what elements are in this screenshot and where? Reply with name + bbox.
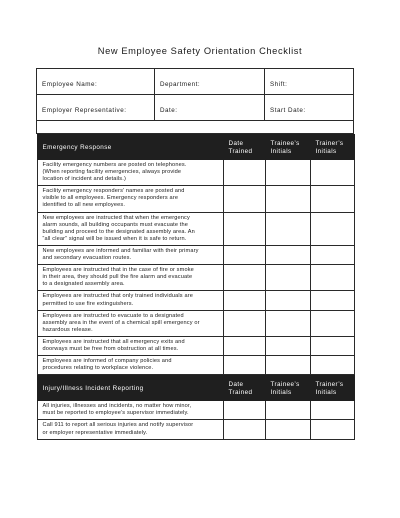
- checklist-item-text: [37, 336, 223, 355]
- checklist-item-row: [37, 186, 354, 212]
- section-title: Emergency Response: [37, 135, 223, 160]
- trainee-initials-cell[interactable]: [265, 186, 310, 212]
- item-text-line: in their area, they should pull the fire alarm and evacuate: [42, 274, 193, 281]
- item-text-line: must be reported to employee’s supervisor immediately.: [42, 410, 189, 417]
- item-text-line: permitted to use fire extinguishers.: [42, 300, 134, 307]
- employee-name-label: Employee Name:: [42, 81, 98, 88]
- trainee-initials-cell[interactable]: [265, 356, 310, 375]
- trainee-initials-cell[interactable]: [265, 291, 310, 310]
- checklist-item-text: [37, 186, 223, 212]
- item-text-line: identified to all new employees.: [42, 202, 126, 209]
- checklist-item-row: [37, 336, 354, 355]
- date-label: Date:: [160, 107, 178, 114]
- item-text-line: New employees are instructed that when the emergency: [42, 214, 190, 221]
- item-text-line: Facility emergency responders’ names are posted and: [42, 188, 185, 195]
- checklist-item-text: [37, 291, 223, 310]
- date-trained-cell[interactable]: [223, 160, 265, 186]
- column-header-line: Date: [228, 140, 244, 147]
- section-header-row: [37, 375, 354, 439]
- employer-representative-field[interactable]: [37, 95, 155, 121]
- date-trained-cell[interactable]: [223, 356, 265, 375]
- trainer-initials-cell[interactable]: [310, 212, 354, 245]
- trainee-initials-cell[interactable]: [265, 336, 310, 355]
- item-text-line: Facility emergency numbers are posted on telephones.: [42, 162, 187, 168]
- checklist-item-row: [37, 245, 354, 264]
- item-text-line: procedures relating to workplace violence.: [42, 365, 154, 372]
- checklist-item-row: [37, 310, 354, 336]
- section-header: [37, 375, 354, 439]
- checklist-item-text: [37, 212, 223, 245]
- item-text-line: Employees are instructed that in the case of fire or smoke: [42, 267, 194, 274]
- trainer-initials-cell[interactable]: [310, 401, 354, 420]
- checklist-item-text: [37, 160, 223, 186]
- item-text-line: Call 911 to report all serious injuries and notify supervisor: [42, 422, 194, 429]
- column-header-line: Initials: [270, 389, 292, 397]
- checklist-table: [36, 68, 354, 440]
- spacer-cell: [37, 121, 354, 134]
- checklist-item-text: [37, 265, 223, 291]
- item-text-line: New employees are informed and familiar with their primary: [42, 247, 199, 254]
- date-trained-cell[interactable]: [223, 420, 265, 439]
- employee-name-field[interactable]: [37, 69, 155, 95]
- checklist-item-text: [37, 310, 223, 336]
- column-header-line: Trainer’s: [315, 381, 344, 389]
- info-row-1: [37, 69, 354, 95]
- department-field[interactable]: [155, 69, 265, 95]
- date-trained-cell[interactable]: [223, 245, 265, 264]
- trainer-initials-cell[interactable]: [310, 186, 354, 212]
- item-text-line: alarm sounds, all building occupants must evacuate the: [42, 221, 189, 228]
- section-heading-row: [37, 135, 354, 160]
- checklist-item-row: [37, 401, 354, 420]
- item-text-line: location of incident and details.): [42, 176, 126, 183]
- info-row-2: [37, 95, 354, 121]
- document-title: New Employee Safety Orientation Checklist: [97, 46, 303, 56]
- section-table: [37, 134, 355, 375]
- item-text-line: Employees are instructed that only trained individuals are: [42, 293, 193, 300]
- item-text-line: (When reporting facility emergencies, always provide: [42, 169, 182, 176]
- section-header-row: [37, 134, 354, 376]
- date-trained-header: [223, 376, 265, 401]
- date-trained-cell[interactable]: [223, 310, 265, 336]
- trainee-initials-cell[interactable]: [265, 310, 310, 336]
- trainer-initials-cell[interactable]: [310, 245, 354, 264]
- item-text-line: doorways must be free from obstruction at all times.: [42, 345, 179, 352]
- trainee-initials-cell[interactable]: [265, 265, 310, 291]
- column-header-line: Trainee’s: [270, 140, 300, 147]
- trainer-initials-cell[interactable]: [310, 356, 354, 375]
- column-header-line: Trainer’s: [315, 140, 344, 147]
- column-header-line: Initials: [270, 148, 292, 155]
- spacer-row: [37, 121, 354, 134]
- section-title: Injury/Illness Incident Reporting: [37, 376, 223, 401]
- start-date-field[interactable]: [265, 95, 354, 121]
- checklist-item-text: [37, 356, 223, 375]
- date-trained-header: [223, 135, 265, 160]
- trainer-initials-cell[interactable]: [310, 310, 354, 336]
- trainee-initials-cell[interactable]: [265, 401, 310, 420]
- trainee-initials-cell[interactable]: [265, 160, 310, 186]
- shift-label: Shift:: [270, 81, 288, 88]
- checklist-item-row: [37, 265, 354, 291]
- section-table: [37, 375, 355, 439]
- item-text-line: and secondary evacuation routes.: [42, 255, 132, 262]
- trainer-initials-header: [310, 135, 354, 160]
- trainee-initials-cell[interactable]: [265, 212, 310, 245]
- date-field[interactable]: [155, 95, 265, 121]
- column-header-line: Initials: [315, 389, 337, 397]
- trainee-initials-header: [265, 135, 310, 160]
- section-header: [37, 134, 354, 376]
- column-header-line: Date: [228, 381, 244, 389]
- checklist-item-row: [37, 160, 354, 186]
- trainee-initials-header: [265, 376, 310, 401]
- item-text-line: Employees are instructed to evacuate to a designated: [42, 312, 184, 319]
- item-text-line: assembly area in the event of a chemical spill emergency or: [42, 319, 200, 326]
- employer-representative-label: Employer Representative:: [42, 107, 127, 114]
- section-heading-row: [37, 376, 354, 401]
- date-trained-cell[interactable]: [223, 265, 265, 291]
- checklist-item-row: [37, 212, 354, 245]
- department-label: Department:: [160, 81, 201, 88]
- item-text-line: Employees are instructed that all emergency exits and: [42, 338, 185, 345]
- checklist-item-text: [37, 420, 223, 439]
- trainer-initials-header: [310, 376, 354, 401]
- column-header-line: Trained: [228, 389, 253, 397]
- item-text-line: or employer representative immediately.: [42, 429, 148, 436]
- checklist-item-row: [37, 291, 354, 310]
- checklist-item-text: [37, 401, 223, 420]
- checklist-item-row: [37, 420, 354, 439]
- column-header-line: Trainee’s: [270, 381, 300, 389]
- trainee-initials-cell[interactable]: [265, 420, 310, 439]
- trainer-initials-cell[interactable]: [310, 336, 354, 355]
- checklist-item-row: [37, 356, 354, 375]
- date-trained-cell[interactable]: [223, 212, 265, 245]
- date-trained-cell[interactable]: [223, 336, 265, 355]
- trainer-initials-cell[interactable]: [310, 291, 354, 310]
- trainee-initials-cell[interactable]: [265, 245, 310, 264]
- date-trained-cell[interactable]: [223, 291, 265, 310]
- shift-field[interactable]: [265, 69, 354, 95]
- item-text-line: “all clear” signal will be issued when it is safe to return.: [42, 235, 187, 242]
- item-text-line: visible to all employees. Emergency responders are: [42, 195, 179, 202]
- item-text-line: building and proceed to the designated assembly area. An: [42, 228, 195, 235]
- item-text-line: All injuries, illnesses and incidents, no matter how minor,: [42, 403, 192, 410]
- item-text-line: to a designated assembly area.: [42, 281, 125, 288]
- trainer-initials-cell[interactable]: [310, 265, 354, 291]
- date-trained-cell[interactable]: [223, 401, 265, 420]
- trainer-initials-cell[interactable]: [310, 420, 354, 439]
- column-header-line: Initials: [315, 148, 337, 155]
- item-text-line: Employees are informed of company policies and: [42, 358, 172, 365]
- column-header-line: Trained: [228, 148, 253, 155]
- trainer-initials-cell[interactable]: [310, 160, 354, 186]
- checklist-item-text: [37, 245, 223, 264]
- start-date-label: Start Date:: [270, 107, 306, 114]
- item-text-line: hazardous release.: [42, 326, 93, 333]
- date-trained-cell[interactable]: [223, 186, 265, 212]
